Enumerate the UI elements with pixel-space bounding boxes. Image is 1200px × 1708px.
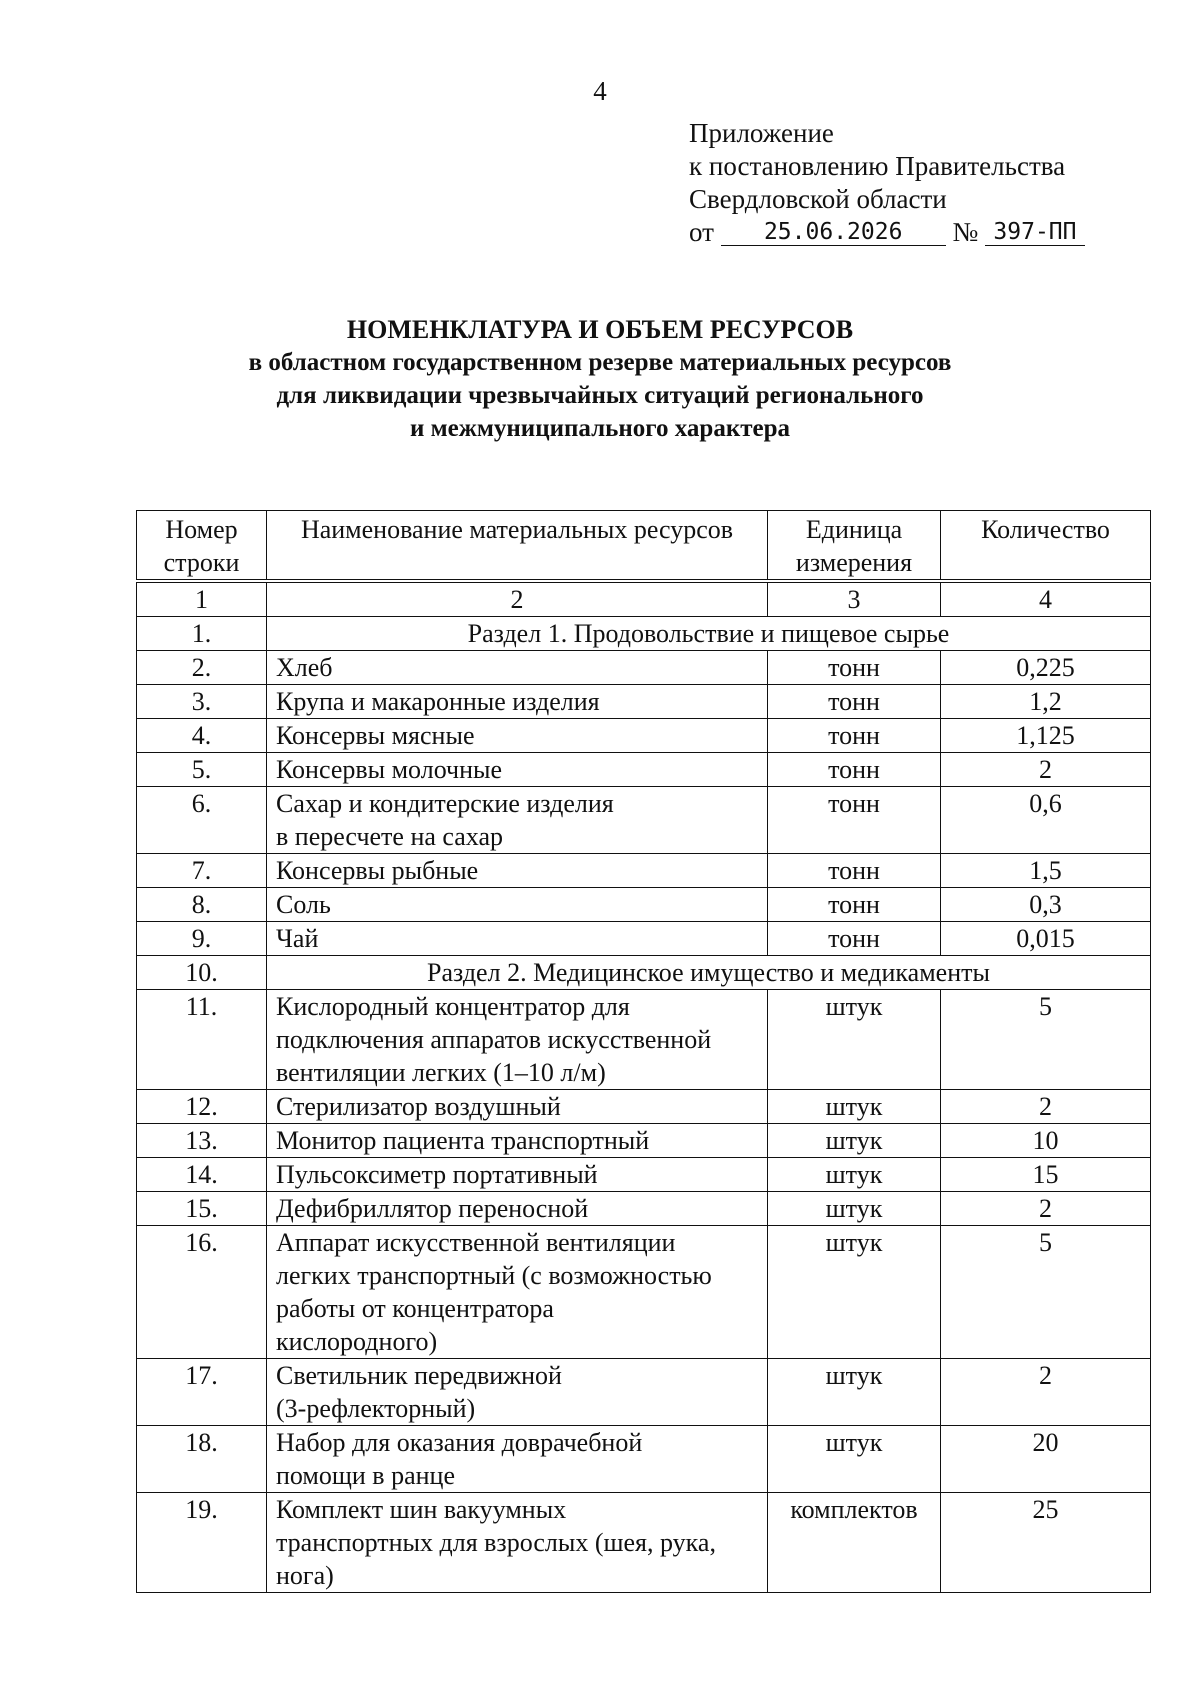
resource-name: [267, 1124, 768, 1158]
row-number: 11.: [137, 990, 267, 1090]
resource-name-line: помощи в ранце: [276, 1461, 455, 1490]
section-row: [137, 956, 1151, 990]
resource-name: [267, 787, 768, 854]
page-number: 4: [593, 76, 607, 106]
row-number: 19.: [137, 1493, 267, 1593]
resource-name-line: транспортных для взрослых (шея, рука,: [276, 1528, 716, 1557]
quantity: 10: [941, 1124, 1151, 1158]
resource-name-line: (3-рефлекторный): [276, 1394, 476, 1423]
resource-name-line: Монитор пациента транспортный: [276, 1126, 650, 1155]
row-number: 16.: [137, 1226, 267, 1359]
unit-of-measure: штук: [768, 1192, 941, 1226]
column-numbers-row: [137, 581, 1151, 617]
quantity: 2: [941, 1090, 1151, 1124]
quantity: 5: [941, 1226, 1151, 1359]
resource-name-line: Соль: [276, 890, 331, 919]
unit-of-measure: тонн: [768, 888, 941, 922]
appendix-date-line: [689, 216, 1085, 249]
header-name-text: Наименование материальных ресурсов: [300, 515, 734, 544]
unit-of-measure: тонн: [768, 651, 941, 685]
row-number: 6.: [137, 787, 267, 854]
resource-name: [267, 888, 768, 922]
resource-name: [267, 854, 768, 888]
resource-name-line: Кислородный концентратор для: [276, 992, 630, 1021]
header-row-number-line-1: Номер: [165, 515, 238, 544]
resource-name-line: Консервы молочные: [276, 755, 503, 784]
unit-of-measure: штук: [768, 1426, 941, 1493]
unit-of-measure: тонн: [768, 685, 941, 719]
resource-name-line: нога): [276, 1561, 334, 1590]
document-heading: [0, 313, 1200, 445]
resource-name: [267, 1359, 768, 1426]
resource-name: [267, 1426, 768, 1493]
table-row: [137, 1158, 1151, 1192]
unit-of-measure: штук: [768, 990, 941, 1090]
header-unit-line-1: Единица: [805, 515, 903, 544]
table-row: [137, 1192, 1151, 1226]
unit-of-measure: тонн: [768, 787, 941, 854]
row-number: 12.: [137, 1090, 267, 1124]
resource-name: [267, 685, 768, 719]
document-title: НОМЕНКЛАТУРА И ОБЪЕМ РЕСУРСОВ: [346, 315, 854, 344]
table-row: [137, 685, 1151, 719]
unit-of-measure: штук: [768, 1090, 941, 1124]
unit-of-measure: штук: [768, 1359, 941, 1426]
table-row: [137, 787, 1151, 854]
resource-name-line: Чай: [276, 924, 319, 953]
quantity: 1,2: [941, 685, 1151, 719]
quantity: 0,225: [941, 651, 1151, 685]
quantity: 2: [941, 753, 1151, 787]
row-number: 13.: [137, 1124, 267, 1158]
unit-of-measure: тонн: [768, 753, 941, 787]
resources-table: [136, 510, 1151, 1593]
resource-name-line: Хлеб: [276, 653, 333, 682]
header-quantity: [941, 511, 1151, 582]
resource-name: [267, 990, 768, 1090]
row-number: 17.: [137, 1359, 267, 1426]
resource-name-line: легких транспортный (с возможностью: [276, 1261, 712, 1290]
header-quantity-text: Количество: [981, 515, 1110, 544]
quantity: 0,3: [941, 888, 1151, 922]
quantity: 2: [941, 1192, 1151, 1226]
unit-of-measure: тонн: [768, 922, 941, 956]
table-row: [137, 719, 1151, 753]
row-number: 1.: [137, 617, 267, 651]
quantity: 1,5: [941, 854, 1151, 888]
appendix-line-2: к постановлению Правительства: [689, 151, 1066, 181]
header-name: [267, 511, 768, 582]
row-number: 9.: [137, 922, 267, 956]
resource-name: [267, 922, 768, 956]
number-label: №: [952, 217, 979, 247]
header-unit: [768, 511, 941, 582]
resource-name-line: Сахар и кондитерские изделия: [276, 789, 614, 818]
unit-of-measure: тонн: [768, 719, 941, 753]
row-number: 10.: [137, 956, 267, 990]
table-row: [137, 854, 1151, 888]
table-row: [137, 651, 1151, 685]
resource-name-line: подключения аппаратов искусственной: [276, 1025, 712, 1054]
resource-name-line: Комплект шин вакуумных: [276, 1495, 567, 1524]
resource-name: [267, 651, 768, 685]
table-row: [137, 1090, 1151, 1124]
column-number: 4: [941, 581, 1151, 617]
heading-line-3: для ликвидации чрезвычайных ситуаций регионального: [276, 382, 924, 409]
unit-of-measure: штук: [768, 1124, 941, 1158]
table-body: [137, 581, 1151, 1593]
row-number: 7.: [137, 854, 267, 888]
resource-name-line: работы от концентратора: [276, 1294, 554, 1323]
resource-name-line: Светильник передвижной: [276, 1361, 562, 1390]
row-number: 15.: [137, 1192, 267, 1226]
heading-line-4: и межмуниципального характера: [409, 415, 791, 442]
resource-name-line: в пересчете на сахар: [276, 822, 504, 851]
resource-name-line: Консервы мясные: [276, 721, 475, 750]
resource-name-line: Пульсоксиметр портативный: [276, 1160, 598, 1189]
table-header-row: [137, 511, 1151, 582]
row-number: 8.: [137, 888, 267, 922]
resource-name: [267, 753, 768, 787]
row-number: 4.: [137, 719, 267, 753]
table-row: [137, 1359, 1151, 1426]
resource-name-line: Аппарат искусственной вентиляции: [276, 1228, 676, 1257]
resource-name: [267, 1090, 768, 1124]
resource-name: [267, 1226, 768, 1359]
resource-name-line: Консервы рыбные: [276, 856, 479, 885]
table-row: [137, 1124, 1151, 1158]
quantity: 25: [941, 1493, 1151, 1593]
appendix-line-3: Свердловской области: [689, 184, 947, 214]
row-number: 2.: [137, 651, 267, 685]
quantity: 0,015: [941, 922, 1151, 956]
header-row-number-line-2: строки: [163, 548, 240, 577]
table-row: [137, 922, 1151, 956]
resource-name-line: Набор для оказания доврачебной: [276, 1428, 643, 1457]
header-row-number: [137, 511, 267, 582]
appendix-line-1: Приложение: [689, 118, 834, 148]
quantity: 5: [941, 990, 1151, 1090]
quantity: 20: [941, 1426, 1151, 1493]
resource-name-line: Дефибриллятор переносной: [276, 1194, 589, 1223]
unit-of-measure: тонн: [768, 854, 941, 888]
table-row: [137, 753, 1151, 787]
table-row: [137, 1493, 1151, 1593]
quantity: 15: [941, 1158, 1151, 1192]
row-number: 3.: [137, 685, 267, 719]
resource-name-line: Крупа и макаронные изделия: [276, 687, 600, 716]
table-row: [137, 990, 1151, 1090]
row-number: 14.: [137, 1158, 267, 1192]
section-title: Раздел 1. Продовольствие и пищевое сырье: [267, 617, 1151, 651]
table-row: [137, 888, 1151, 922]
quantity: 0,6: [941, 787, 1151, 854]
decree-date: 25.06.2026: [721, 219, 946, 246]
column-number: 2: [267, 581, 768, 617]
resource-name: [267, 1192, 768, 1226]
quantity: 2: [941, 1359, 1151, 1426]
from-label: от: [689, 217, 714, 247]
resource-name-line: вентиляции легких (1–10 л/м): [276, 1058, 606, 1087]
table-row: [137, 1426, 1151, 1493]
resource-name: [267, 1493, 768, 1593]
decree-number: 397-ПП: [985, 219, 1085, 246]
column-number: 1: [137, 581, 267, 617]
quantity: 1,125: [941, 719, 1151, 753]
table-row: [137, 1226, 1151, 1359]
appendix-block: [689, 117, 1085, 249]
header-unit-line-2: измерения: [795, 548, 913, 577]
resource-name: [267, 1158, 768, 1192]
row-number: 5.: [137, 753, 267, 787]
resource-name: [267, 719, 768, 753]
column-number: 3: [768, 581, 941, 617]
unit-of-measure: комплектов: [768, 1493, 941, 1593]
section-row: [137, 617, 1151, 651]
row-number: 18.: [137, 1426, 267, 1493]
section-title: Раздел 2. Медицинское имущество и медикаменты: [267, 956, 1151, 990]
resource-name-line: кислородного): [276, 1327, 438, 1356]
unit-of-measure: штук: [768, 1226, 941, 1359]
unit-of-measure: штук: [768, 1158, 941, 1192]
heading-line-2: в областном государственном резерве материальных ресурсов: [248, 349, 952, 376]
resource-name-line: Стерилизатор воздушный: [276, 1092, 561, 1121]
